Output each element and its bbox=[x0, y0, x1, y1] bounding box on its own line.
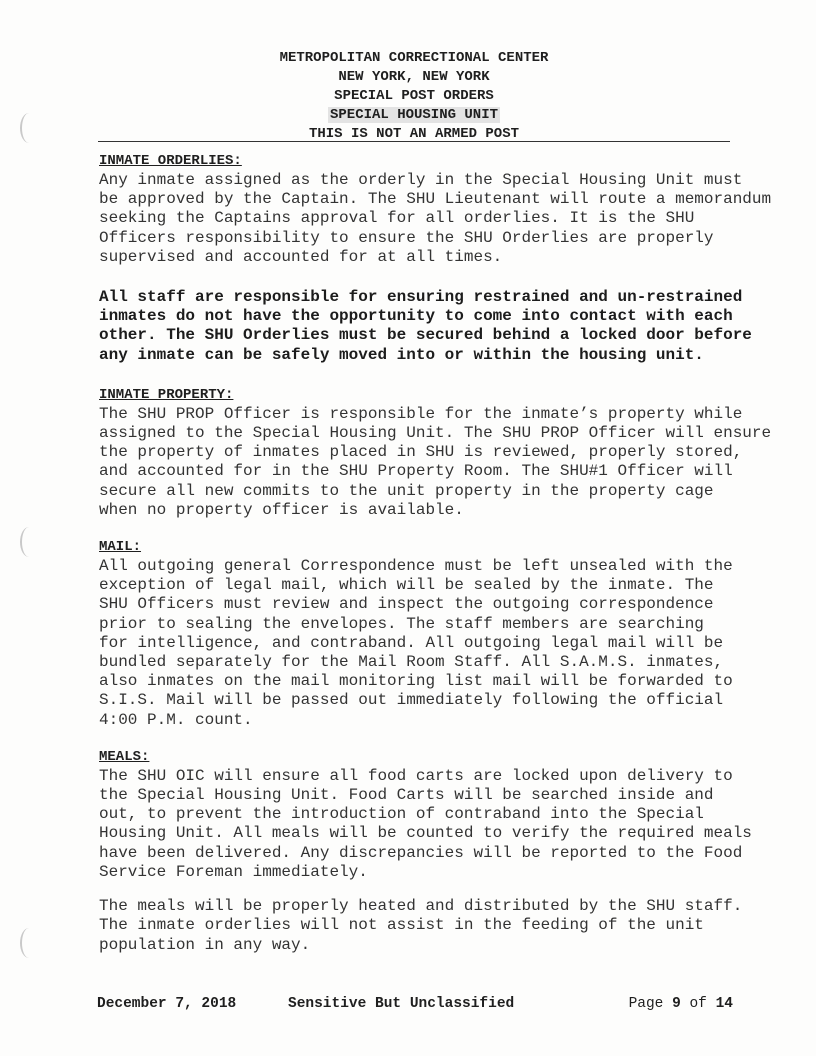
text-line: The SHU OIC will ensure all food carts are locked upon delivery to bbox=[99, 766, 733, 785]
text-line: The inmate orderlies will not assist in the feeding of the unit bbox=[99, 916, 704, 935]
text-line: population in any way. bbox=[99, 935, 311, 954]
text-line: supervised and accounted for at all times. bbox=[99, 247, 503, 266]
text-line: bundled separately for the Mail Room Staff. All S.A.M.S. inmates, bbox=[99, 653, 724, 672]
text-line: also inmates on the mail monitoring list mail will be forwarded to bbox=[99, 672, 733, 691]
header-location: NEW YORK, NEW YORK bbox=[338, 69, 490, 85]
hole-punch-mark bbox=[20, 113, 38, 143]
paragraph-mail bbox=[99, 557, 731, 730]
text-line: inmates do not have the opportunity to come into contact with each bbox=[99, 307, 733, 326]
page-of-label: of bbox=[689, 996, 707, 1012]
text-line: Officers responsibility to ensure the SHU Orderlies are properly bbox=[99, 228, 714, 247]
text-line: seeking the Captains approval for all orderlies. It is the SHU bbox=[99, 209, 695, 228]
page-total: 14 bbox=[715, 996, 733, 1012]
text-line: any inmate can be safely moved into or within the housing unit. bbox=[99, 345, 704, 364]
document-header bbox=[98, 49, 730, 144]
document-body bbox=[99, 152, 772, 955]
text-line: when no property officer is available. bbox=[99, 500, 464, 519]
text-line: S.I.S. Mail will be passed out immediately following the official bbox=[99, 691, 724, 710]
text-line: exception of legal mail, which will be sealed by the inmate. The bbox=[99, 576, 714, 595]
footer-date: December 7, 2018 bbox=[97, 996, 237, 1012]
paragraph-meals bbox=[99, 766, 752, 882]
text-line: assigned to the Special Housing Unit. The SHU PROP Officer will ensure bbox=[99, 424, 772, 443]
paragraph-property bbox=[99, 404, 772, 520]
text-line: Any inmate assigned as the orderly in the Special Housing Unit must bbox=[99, 171, 743, 189]
text-line: The SHU PROP Officer is responsible for the inmate’s property while bbox=[99, 404, 743, 423]
text-line: for intelligence, and contraband. All outgoing legal mail will be bbox=[99, 633, 724, 652]
text-line: Housing Unit. All meals will be counted to verify the required meals bbox=[99, 824, 752, 843]
paragraph-meals-distribution bbox=[99, 897, 743, 955]
paragraph-orderlies bbox=[99, 171, 772, 267]
page-current: 9 bbox=[672, 996, 681, 1012]
hole-punch-mark bbox=[20, 527, 38, 557]
text-line: 4:00 P.M. count. bbox=[99, 710, 253, 729]
hole-punch-mark bbox=[20, 928, 38, 958]
footer-page-number bbox=[629, 996, 733, 1012]
paragraph-orderlies-warning bbox=[99, 288, 752, 365]
text-line: out, to prevent the introduction of contraband into the Special bbox=[99, 805, 704, 824]
header-post-name: SPECIAL HOUSING UNIT bbox=[329, 107, 499, 123]
section-heading-mail: MAIL: bbox=[99, 539, 142, 556]
text-line: be approved by the Captain. The SHU Lieutenant will route a memorandum bbox=[99, 190, 772, 209]
header-armed-status: THIS IS NOT AN ARMED POST bbox=[308, 126, 520, 142]
section-heading-property: INMATE PROPERTY: bbox=[99, 386, 234, 403]
header-institution: METROPOLITAN CORRECTIONAL CENTER bbox=[279, 50, 549, 66]
text-line: secure all new commits to the unit property in the property cage bbox=[99, 481, 714, 500]
text-line: have been delivered. Any discrepancies will be reported to the Food bbox=[99, 843, 743, 862]
section-heading-orderlies: INMATE ORDERLIES: bbox=[99, 153, 242, 169]
text-line: All staff are responsible for ensuring restrained and un-restrained bbox=[99, 288, 743, 307]
footer-classification: Sensitive But Unclassified bbox=[288, 996, 515, 1012]
text-line: The meals will be properly heated and distributed by the SHU staff. bbox=[99, 897, 743, 916]
text-line: All outgoing general Correspondence must be left unsealed with the bbox=[99, 557, 733, 576]
text-line: the property of inmates placed in SHU is reviewed, properly stored, bbox=[99, 443, 743, 462]
text-line: SHU Officers must review and inspect the outgoing correspondence bbox=[99, 595, 714, 614]
section-heading-meals: MEALS: bbox=[99, 748, 150, 765]
text-line: prior to sealing the envelopes. The staff members are searching bbox=[99, 614, 704, 633]
text-line: Service Foreman immediately. bbox=[99, 862, 368, 881]
page-label: Page bbox=[628, 996, 664, 1012]
header-order-type: SPECIAL POST ORDERS bbox=[334, 88, 494, 104]
text-line: other. The SHU Orderlies must be secured behind a locked door before bbox=[99, 326, 752, 345]
text-line: and accounted for in the SHU Property Room. The SHU#1 Officer will bbox=[99, 462, 733, 481]
header-divider bbox=[98, 141, 730, 142]
text-line: the Special Housing Unit. Food Carts will be searched inside and bbox=[99, 786, 714, 805]
